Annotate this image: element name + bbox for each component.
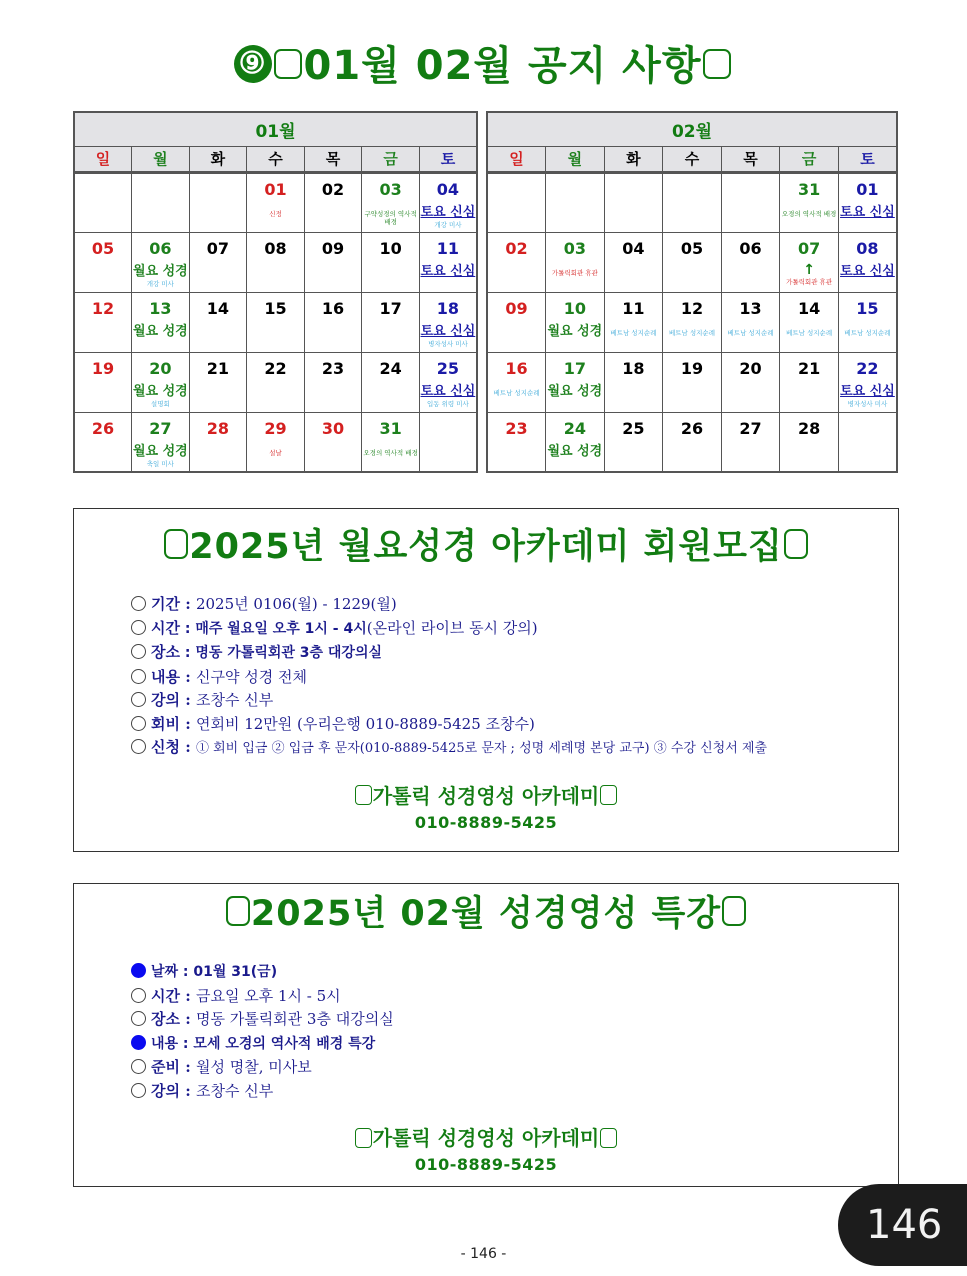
day-subnote: 개강 미사	[146, 279, 174, 288]
day-number: 07	[206, 238, 230, 258]
weekday-header-row	[74, 146, 477, 172]
day-number: 12	[91, 298, 115, 318]
calendar-day-cell	[721, 232, 780, 292]
calendar-day-cell	[663, 352, 722, 412]
day-number: 20	[149, 358, 172, 378]
calendar-week-row	[487, 412, 897, 472]
day-number: 12	[680, 298, 704, 318]
circle-bullet-icon	[131, 644, 146, 659]
circle-bullet-icon	[131, 1059, 146, 1074]
colon-separator: :	[179, 595, 196, 613]
day-number	[132, 180, 189, 200]
info-label: 강의	[151, 691, 180, 709]
day-number	[605, 180, 663, 200]
calendar-day-cell	[132, 352, 190, 412]
page-title	[0, 40, 967, 92]
day-number: 17	[563, 358, 586, 378]
calendar-week-row	[74, 172, 477, 232]
calendar-day-cell	[419, 292, 477, 352]
calendar-day-cell	[604, 172, 663, 232]
calendar-day-cell	[663, 232, 722, 292]
day-number: 06	[739, 238, 762, 258]
calendar-day-cell	[419, 412, 477, 472]
day-note: 오경의 역사적 배경	[363, 448, 418, 457]
weekday-sat: 토	[838, 146, 897, 172]
calendar-day-cell	[721, 412, 780, 472]
calendar-day-cell	[663, 292, 722, 352]
page-title-text: 01월 02월 공지 사항	[303, 43, 702, 89]
calendar-day-cell	[780, 352, 839, 412]
calendar-day-cell	[780, 232, 839, 292]
info-label: 시간	[151, 986, 180, 1005]
calendar-day-cell	[74, 232, 132, 292]
phone-number: 010-8889-5425	[414, 1155, 558, 1174]
colon-separator: :	[179, 667, 196, 686]
calendar-day-cell	[247, 352, 305, 412]
calendar-day-cell	[132, 232, 190, 292]
day-number	[488, 180, 545, 200]
calendar-week-row	[74, 352, 477, 412]
day-note: 오경의 역사적 배경	[781, 209, 837, 218]
calendar-day-cell	[362, 292, 420, 352]
day-number: 22	[856, 358, 879, 378]
day-number	[420, 419, 476, 439]
square-bracket-icon	[226, 896, 250, 926]
calendar-week-row	[74, 292, 477, 352]
day-event: 월요 성경	[132, 263, 188, 279]
day-number: 31	[379, 418, 402, 438]
day-note: 베트남 성지순례	[727, 328, 774, 337]
info-item	[131, 736, 898, 761]
circle-bullet-icon	[131, 596, 146, 611]
weekday-thu: 목	[304, 146, 362, 172]
day-number: 06	[149, 238, 172, 258]
calendar-week-row	[487, 232, 897, 292]
day-number: 15	[856, 298, 879, 318]
day-number: 09	[505, 298, 528, 318]
circle-bullet-icon	[131, 716, 146, 731]
info-label: 시간	[151, 618, 180, 637]
calendar-day-cell	[546, 172, 605, 232]
calendar-day-cell	[838, 352, 897, 412]
day-number: 04	[622, 238, 645, 258]
colon-separator: :	[178, 964, 194, 980]
info-item	[131, 617, 898, 642]
day-number: 02	[321, 179, 345, 199]
info-value-bold: 명동 가톨릭회관 3층 대강의실	[195, 645, 382, 661]
organization-name: 가톨릭 성경영성 아카데미	[74, 1124, 898, 1152]
circle-bullet-icon	[131, 692, 146, 707]
day-number: 23	[505, 418, 528, 438]
day-number: 19	[680, 358, 704, 378]
day-note: 가톨릭회관 휴관	[551, 268, 598, 277]
circled-nine-icon: ⑨	[234, 45, 272, 83]
colon-separator: :	[179, 1058, 196, 1076]
day-number	[663, 180, 721, 200]
day-subnote: 개강 미사	[434, 220, 462, 229]
weekday-sun: 일	[487, 146, 546, 172]
calendar-day-cell	[780, 172, 839, 232]
weekday-sun: 일	[74, 146, 132, 172]
circle-bullet-icon	[131, 620, 146, 635]
calendar-day-cell	[838, 172, 897, 232]
weekday-wed: 수	[247, 146, 305, 172]
day-subnote: 설명회	[150, 399, 170, 408]
info-label: 장소	[151, 643, 180, 661]
academy-footer	[74, 782, 898, 836]
calendar-day-cell	[419, 232, 477, 292]
day-number: 31	[797, 179, 821, 199]
info-item	[131, 666, 898, 690]
info-item	[131, 1080, 898, 1104]
day-number: 01	[856, 179, 879, 199]
day-event: 토요 신심	[840, 263, 895, 279]
calendar-january	[73, 111, 478, 473]
day-number: 09	[321, 238, 345, 258]
lecture-footer	[74, 1124, 898, 1178]
square-bracket-icon	[600, 785, 617, 805]
info-item	[131, 689, 898, 713]
day-number	[75, 180, 131, 200]
weekday-mon: 월	[546, 146, 605, 172]
phone-number: 010-8889-5425	[414, 812, 558, 832]
academy-recruitment-box	[73, 508, 899, 852]
day-subnote: 병자성사 미사	[428, 339, 468, 348]
day-number: 05	[91, 238, 115, 258]
calendar-day-cell	[247, 172, 305, 232]
calendar-day-cell	[74, 352, 132, 412]
info-value: 연회비 12만원 (우리은행 010-8889-5425 조창수)	[195, 714, 535, 733]
calendar-day-cell	[780, 412, 839, 472]
calendar-week-row	[74, 412, 477, 472]
day-note: 구약성경의 역사적 배경	[364, 209, 417, 226]
day-number: 15	[264, 298, 287, 318]
day-event: 월요 성경	[547, 323, 603, 339]
calendar-day-cell	[247, 412, 305, 472]
day-number: 16	[505, 358, 528, 378]
day-event: 토요 신심	[840, 204, 895, 220]
calendar-day-cell	[487, 352, 546, 412]
day-number: 27	[149, 418, 172, 438]
info-label: 신청	[151, 738, 180, 756]
calendar-day-cell	[487, 172, 546, 232]
square-bracket-icon	[703, 49, 731, 79]
day-event: 월요 성경	[132, 443, 188, 459]
special-lecture-box	[73, 883, 899, 1187]
info-value: ① 회비 입금 ② 입금 후 문자(010-8889-5425로 문자 ; 성명 세례명 본당 교구) ③ 수강 신청서 제출	[195, 741, 767, 756]
colon-separator: :	[179, 986, 196, 1005]
calendar-day-cell	[189, 292, 247, 352]
month-header: 02월	[487, 112, 897, 146]
info-value: 월성 명찰, 미사보	[195, 1058, 312, 1076]
circle-bullet-icon	[131, 1011, 146, 1026]
academy-title: 2025년 월요성경 아카데미 회원모집	[74, 525, 898, 569]
circle-bullet-icon	[131, 988, 146, 1003]
info-label: 강의	[151, 1081, 180, 1100]
day-event: 월요 성경	[547, 383, 603, 399]
day-number: 13	[739, 298, 762, 318]
calendar-february	[486, 111, 898, 473]
day-number: 07	[797, 238, 821, 258]
day-number: 25	[436, 358, 460, 378]
calendar-day-cell	[487, 292, 546, 352]
calendar-day-cell	[132, 172, 190, 232]
info-label: 기간	[151, 595, 180, 613]
calendar-day-cell	[604, 352, 663, 412]
calendar-day-cell	[362, 172, 420, 232]
info-item	[131, 641, 898, 666]
colon-separator: :	[179, 714, 196, 733]
day-subnote: 입동 위령 미사	[427, 399, 469, 408]
calendar-day-cell	[247, 292, 305, 352]
day-number: 13	[149, 298, 172, 318]
calendar-week-row	[487, 352, 897, 412]
calendar-day-cell	[304, 412, 362, 472]
info-label: 회비	[151, 714, 180, 733]
day-number: 08	[856, 238, 879, 258]
info-label: 내용	[151, 667, 180, 686]
calendar-day-cell	[362, 412, 420, 472]
day-number: 19	[91, 358, 115, 378]
square-bracket-icon	[274, 49, 302, 79]
day-number: 25	[622, 418, 645, 438]
day-number	[546, 180, 604, 200]
day-subnote: 가톨릭회관 휴관	[786, 277, 833, 286]
day-event: 토요 신심	[420, 263, 476, 279]
day-number: 03	[563, 238, 586, 258]
info-value: 조창수 신부	[195, 1081, 274, 1100]
calendar-day-cell	[546, 232, 605, 292]
calendar-day-cell	[546, 412, 605, 472]
day-number: 10	[563, 298, 586, 318]
calendar-day-cell	[838, 292, 897, 352]
info-value: 신구약 성경 전체	[195, 667, 307, 686]
day-number: 11	[436, 238, 460, 258]
calendar-day-cell	[663, 172, 722, 232]
calendar-day-cell	[721, 352, 780, 412]
info-item	[131, 593, 898, 617]
info-label: 장소	[151, 1010, 180, 1028]
filled-circle-bullet-icon	[131, 963, 146, 978]
weekday-fri: 금	[362, 146, 420, 172]
day-number: 18	[436, 298, 460, 318]
calendar-day-cell	[487, 412, 546, 472]
calendar-day-cell	[247, 232, 305, 292]
day-number: 08	[264, 238, 287, 258]
day-number: 26	[680, 418, 704, 438]
day-number: 03	[379, 179, 402, 199]
calendar-week-row	[487, 172, 897, 232]
info-item	[131, 1032, 898, 1057]
colon-separator: :	[179, 691, 196, 709]
calendar-day-cell	[487, 232, 546, 292]
calendar-day-cell	[604, 412, 663, 472]
day-number	[722, 180, 780, 200]
day-number: 20	[739, 358, 762, 378]
weekday-header-row	[487, 146, 897, 172]
info-value: (온라인 라이브 동시 강의)	[366, 618, 538, 637]
info-value: 명동 가톨릭회관 3층 대강의실	[195, 1010, 394, 1028]
calendar-day-cell	[419, 352, 477, 412]
month-header: 01월	[74, 112, 477, 146]
day-number: 14	[206, 298, 230, 318]
day-number: 11	[622, 298, 645, 318]
day-number: 01	[264, 179, 287, 199]
colon-separator: :	[178, 1035, 194, 1052]
day-number: 26	[91, 418, 115, 438]
up-arrow-icon: ↑	[803, 261, 815, 278]
day-note: 베트남 성지순례	[610, 328, 657, 337]
day-event: 월요 성경	[132, 323, 188, 339]
calendar-day-cell	[362, 352, 420, 412]
page-footer: - 146 -	[460, 1246, 507, 1262]
calendar-day-cell	[838, 232, 897, 292]
calendar-day-cell	[721, 292, 780, 352]
calendar-day-cell	[362, 232, 420, 292]
day-number: 28	[797, 418, 821, 438]
calendar-day-cell	[546, 292, 605, 352]
calendar-day-cell	[721, 172, 780, 232]
lecture-title: 2025년 02월 성경영성 특강	[74, 892, 898, 936]
weekday-tue: 화	[604, 146, 663, 172]
day-note: 베트남 성지순례	[786, 328, 833, 337]
day-event: 월요 성경	[547, 443, 603, 459]
day-number: 21	[206, 358, 230, 378]
colon-separator: :	[179, 645, 196, 661]
info-item	[131, 713, 898, 737]
day-number	[839, 419, 896, 439]
colon-separator: :	[179, 620, 196, 637]
calendar-day-cell	[604, 292, 663, 352]
calendar-day-cell	[74, 172, 132, 232]
day-number	[190, 180, 247, 200]
info-item	[131, 960, 898, 985]
day-event: 토요 신심	[420, 204, 476, 220]
day-number: 14	[797, 298, 821, 318]
weekday-sat: 토	[419, 146, 477, 172]
day-number: 24	[379, 358, 402, 378]
day-number: 02	[505, 238, 528, 258]
calendar-week-row	[74, 232, 477, 292]
circle-bullet-icon	[131, 669, 146, 684]
weekday-thu: 목	[721, 146, 780, 172]
circle-bullet-icon	[131, 739, 146, 754]
organization-name: 가톨릭 성경영성 아카데미	[74, 782, 898, 810]
info-label: 준비	[151, 1058, 180, 1076]
circle-bullet-icon	[131, 1083, 146, 1098]
info-item	[131, 1056, 898, 1080]
calendar-day-cell	[304, 232, 362, 292]
day-event: 토요 신심	[420, 383, 476, 399]
day-event: 토요 신심	[420, 323, 476, 339]
day-number: 17	[379, 298, 402, 318]
info-value-bold: 매주 월요일 오후 1시 - 4시	[195, 620, 367, 637]
square-bracket-icon	[722, 896, 746, 926]
day-number: 28	[206, 418, 230, 438]
day-note: 설날	[269, 448, 282, 457]
day-number: 16	[321, 298, 345, 318]
filled-circle-bullet-icon	[131, 1035, 146, 1050]
day-note: 베트남 성지순례	[844, 328, 891, 337]
info-value-bold: 모세 오경의 역사적 배경 특강	[193, 1035, 376, 1052]
colon-separator: :	[179, 1081, 196, 1100]
info-value: 2025년 0106(월) - 1229(월)	[195, 595, 397, 613]
square-bracket-icon	[355, 785, 372, 805]
calendar-day-cell	[304, 292, 362, 352]
calendar-week-row	[487, 292, 897, 352]
calendar-day-cell	[189, 352, 247, 412]
day-note: 베트남 성지순례	[668, 328, 715, 337]
info-value: 조창수 신부	[195, 691, 274, 709]
day-number: 23	[321, 358, 345, 378]
calendar-day-cell	[74, 292, 132, 352]
day-number: 21	[797, 358, 821, 378]
day-number: 05	[680, 238, 704, 258]
weekday-wed: 수	[663, 146, 722, 172]
calendar-day-cell	[304, 352, 362, 412]
info-label: 내용	[151, 1035, 179, 1052]
square-bracket-icon	[784, 529, 808, 559]
calendar-day-cell	[189, 172, 247, 232]
calendar-day-cell	[74, 412, 132, 472]
calendar-day-cell	[604, 232, 663, 292]
day-subnote: 축일 미사	[146, 459, 174, 468]
calendar-day-cell	[780, 292, 839, 352]
calendar-day-cell	[189, 412, 247, 472]
day-event: 월요 성경	[132, 383, 188, 399]
page-number-tab: 146	[838, 1184, 967, 1266]
calendar-day-cell	[132, 412, 190, 472]
calendar-day-cell	[838, 412, 897, 472]
calendar-day-cell	[546, 352, 605, 412]
day-number: 22	[264, 358, 287, 378]
calendar-day-cell	[189, 232, 247, 292]
info-item	[131, 1008, 898, 1032]
day-note: 베트남 성지순례	[493, 388, 540, 397]
weekday-mon: 월	[132, 146, 190, 172]
day-number: 10	[379, 238, 402, 258]
calendar-day-cell	[663, 412, 722, 472]
day-number: 30	[321, 418, 345, 438]
colon-separator: :	[179, 1010, 196, 1028]
day-number: 04	[436, 179, 460, 199]
day-event: 토요 신심	[840, 383, 895, 399]
day-number: 24	[563, 418, 586, 438]
info-label: 날짜	[151, 964, 179, 980]
calendar-day-cell	[132, 292, 190, 352]
day-number: 27	[739, 418, 762, 438]
lecture-info-list	[131, 960, 898, 1103]
info-item	[131, 985, 898, 1009]
calendar-day-cell	[419, 172, 477, 232]
colon-separator: :	[179, 738, 196, 756]
day-number: 29	[264, 418, 287, 438]
square-bracket-icon	[600, 1128, 617, 1148]
square-bracket-icon	[355, 1128, 372, 1148]
academy-info-list	[131, 593, 898, 761]
day-note: 신정	[269, 209, 282, 218]
info-value-bold: 01월 31(금)	[193, 964, 278, 980]
square-bracket-icon	[164, 529, 188, 559]
info-value: 금요일 오후 1시 - 5시	[195, 986, 341, 1005]
calendar-day-cell	[304, 172, 362, 232]
day-number: 18	[622, 358, 645, 378]
day-subnote: 병자성사 미사	[847, 399, 888, 408]
weekday-fri: 금	[780, 146, 839, 172]
weekday-tue: 화	[189, 146, 247, 172]
